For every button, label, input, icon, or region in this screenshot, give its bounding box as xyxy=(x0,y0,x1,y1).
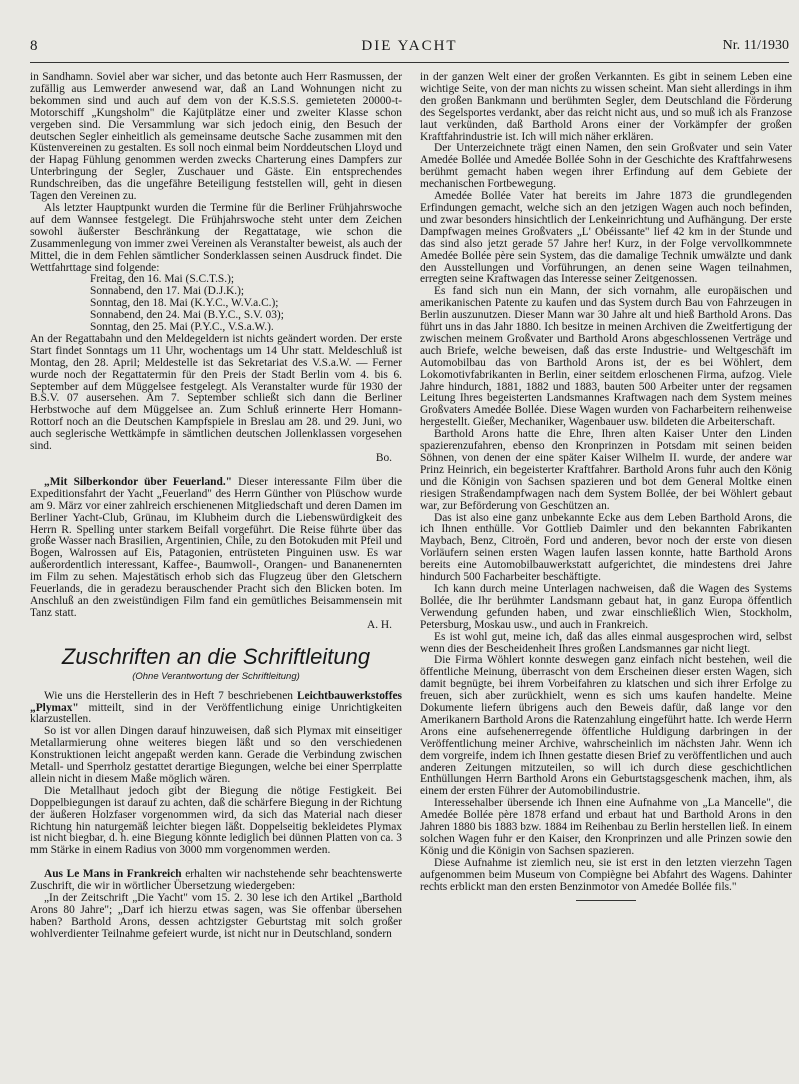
paragraph: Barthold Arons hatte die Ehre, Ihren alten Kaiser Unter den Linden spazierenzufahren, ebenso den Kronprinzen in Potsdam mit seinen beiden Söhnen, von denen der eine später Kaiser Wilhelm II. wurde, der andere war Prinz Heinrich, ein begeisterter Kraftfahrer. Barthold Arons fuhr auch den König und die Königin von Sachsen spazieren und bot dem General Moltke einen riesigen Straßendampfwagen nach dem System Bollée, der bei Wöhlert gebaut war, zur Beförderung von Geschützen an. xyxy=(420,428,792,512)
article-text: erhalten wir nachstehende sehr beachtenswerte Zuschrift, die wir in wörtlicher Übersetzung wiedergeben: xyxy=(30,868,403,893)
paragraph: An der Regattabahn und den Meldegeldern ist nichts geändert worden. Der erste Start findet Sonntags um 11 Uhr, wochentags um 14 Uhr statt. Meldeschluß ist Montag, den 28. April; Meldestelle ist das Sekretariat des V.S.a.W. — Ferner wurde noch der Regattatermin für den Preis der Stadt Berlin vom 4. bis 6. September auf dem Müggelsee festgelegt. Als Veranstalter wurde für 1930 der B.S.V. 07 ausersehen. Am 7. September schließt sich dann die Berliner Herbstwoche auf dem Müggelsee an. Zum Schluß erinnerte Herr Homann-Rottorf noch an die Deutschen Kampfspiele in Breslau am 28. und 29. Juni, wo auch seglerische Wettkämpfe in sämtlichen deutschen Jollenklassen vorgesehen sind. xyxy=(30,332,402,453)
paragraph: Das ist also eine ganz unbekannte Ecke aus dem Leben Barthold Arons, die ich Ihnen enthülle. Vor Gottlieb Daimler und den bekannten Fabrikanten Maybach, Benz, Citroën, Ford und anderen, bevor noch der erste von diesen Vorläufern seinen ersten Wagen laufen lassen konnte, hatte Barthold Arons bereits eine Automobilbauwerkstatt aufgerichtet, die mindestens drei Jahre hindurch 500 Facharbeiter beschäftigte. xyxy=(420,511,792,584)
paragraph: Die Firma Wöhlert konnte deswegen ganz einfach nicht bestehen, weil die öffentliche Meinung, überrascht von dem Erscheinen dieser ersten Wagen, sich damit begnügte, bei ihrem Vorbeifahren zu klatschen und sich ihrer Erfolge zu freuen, sich aber zurückhielt, wenn es sich ums kaufen handelte. Meine Dokumente liefern übrigens auch den Beweis dafür, daß lange vor den Amerikanern Barthold Arons die Ratenzahlung eingeführt hatte. Ich werde Herrn Arons eine aufsehenerregende öffentliche Huldigung darbringen in der Veröffentlichung meiner Archive, wahrscheinlich im nächsten Jahr. Wenn ich dem vorgreife, indem ich Ihnen gestatte diesen Brief zu veröffentlichen und auch anderen Zeitungen mitzuteilen, so will ich durch diese geschichtlichen Enthüllungen Herrn Barthold Arons ein Geburtstagsgeschenk machen, ihm, als einem der ersten Führer der Automobilindustrie. xyxy=(420,654,792,798)
schedule-item: Sonnabend, den 24. Mai (B.Y.C., S.V. 03); xyxy=(90,309,284,322)
article-lead: Aus Le Mans in Frankreich xyxy=(44,868,182,881)
section-title: Zuschriften an die Schriftleitung xyxy=(61,643,371,669)
text-span: mitteilt, sind in der Veröffentlichung einige Unrichtigkeiten klarzustellen. xyxy=(30,701,402,726)
paragraph: Als letzter Hauptpunkt wurden die Termine für die Berliner Frühjahrswoche auf dem Wannsee festgelegt. Die Frühjahrswoche steht unter dem Zeichen sowohl äußerster Beschränkung der Regattatage, wie schon die Zusammenlegung von immer zwei Vereinen als Veranstalter beweist, als auch der Mittel, die in dem Fehlen sämtlicher Sonderklassen seinen Ausdruck findet. Die Wettfahrttage sind folgende: xyxy=(30,201,402,274)
regatta-schedule xyxy=(90,274,402,334)
schedule-item: Sonnabend, den 17. Mai (D.J.K.); xyxy=(90,285,245,298)
paragraph: Der Unterzeichnete trägt einen Namen, den sein Großvater und sein Vater Amedée Bollée und Amedée Bollée Sohn in der Geschichte des Kraftfahrwesens berühmt gemacht haben wegen ihrer Erfindung auf dem Gebiete der mechanischen Fortbewegung. xyxy=(420,142,792,191)
magazine-title: DIE YACHT xyxy=(361,38,458,54)
paragraph: Die Metallhaut jedoch gibt der Biegung die nötige Festigkeit. Bei Doppelbiegungen ist darauf zu achten, daß die schärfere Biegung in der Richtung der äußeren Holzfaser vorgenommen wird, da sich das Material nach dieser Richtung hin naturgemäß leichter biegen läßt. Doppelseitig bekleidetes Plymax ist nicht biegbar, d. h. eine Biegung könnte lediglich bei dünnen Platten von ca. 3 mm Stärke in einem Radius von 3000 mm vorgenommen werden. xyxy=(30,784,402,857)
paragraph: Es ist wohl gut, meine ich, daß das alles einmal ausgesprochen wird, selbst wenn dies der Bescheidenheit Ihres großen Landsmannes gar nicht liegt. xyxy=(420,630,792,655)
paragraph: in der ganzen Welt einer der großen Verkannten. Es gibt in seinem Leben eine wichtige Seite, von der man nichts zu wissen scheint. Man sieht allerdings in ihm den großen Bankmann und berühmten Segler, dem Deutschland die Förderung des Segelsportes verdankt, aber das reicht nicht aus, und so muß ich als Franzose laut verkünden, daß Barthold Arons einer der Vorkämpfer der großen Kraftfahrindustrie ist. Ich will mich näher erklären. xyxy=(420,71,792,143)
article-lead: Leichtbauwerkstoffes „Plymax" xyxy=(30,689,402,714)
signature: Bo. xyxy=(375,452,392,464)
article-text: Dieser interessante Film über die Expeditionsfahrt der Yacht „Feuerland" des Herrn Günther von Plüschow wurde am 9. März vor einer zahlreich erschienenen Mitgliedschaft und deren Damen im Berliner Yacht-Club, Grünau, im Klubheim durch die Liebenswürdigkeit des Herrn R. Spelling unter starkem Beifall vorgeführt. Die Reise führte über das große Wasser nach Brasilien, Argentinien, Chile, zu den Botokuden mit Pfeil und Bogen, Walrossen auf Eis, Patagonien, entrüsteten Pinguinen usw. Es war außerordentlich interessant, Kaffee-, Baumwoll-, Orangen- und Bananenernten im Film zu sehen. Majestätisch erhob sich das Flugzeug über den Gletschern Feuerlands, die in geradezu berauschender Pracht sich den Blicken boten. Im Anschluß an den zweistündigen Film fand ein gemütliches Beisammensein mit Tanz statt. xyxy=(30,475,402,619)
paragraph: in Sandhamn. Soviel aber war sicher, und das betonte auch Herr Rasmussen, der zufällig aus Lemwerder anwesend war, daß an Land Wohnungen nicht zu bekommen sind und auch auf dem von der K.S.S.S. gemieteten 20000-t-Motorschiff „Kungsholm" die Kajütplätze einer und zweiter Klasse schon vergeben sind. Die Versammlung war sich jedoch einig, den Besuch der deutschen Segler einheitlich als gemeinsame deutsche Sache zusammen mit den Küstenvereinen zu gestalten. Es soll noch einmal beim Norddeutschen Lloyd und der Hapag Fühlung genommen werden zwecks Charterung eines Dampfers zur Unterbringung der Segler, Zuschauer und Gäste. Ein entsprechendes Rundschreiben, das die ungefähre Beteiligung feststellen will, geht in diesen Tagen den Vereinen zu. xyxy=(30,71,402,203)
section-subtitle: (Ohne Verantwortung der Schriftleitung) xyxy=(132,670,300,682)
paragraph: So ist vor allen Dingen darauf hinzuweisen, daß sich Plymax mit einseitiger Metallarmierung ohne weiteres biegen läßt und so den verschiedenen Konstruktionen leicht angepaßt werden kann. Gerade die Verbindung zwischen Metall- und Sperrholz gestattet derartige Biegungen, welche bei einer Sperrplatte allein nicht in diesem Maße möglich wären. xyxy=(30,725,402,785)
schedule-item: Sonntag, den 25. Mai (P.Y.C., V.S.a.W.). xyxy=(90,321,274,334)
paragraph: Interessehalber übersende ich Ihnen eine Aufnahme von „La Mancelle", die Amedée Bollée père 1878 erfand und erbaut hat und Barthold Arons in den Jahren 1880 bis 1883 bzw. 1884 im Reihenbau zu Berlin herstellen ließ. In einem solchen Wagen fuhr er den Kaiser, den Kronprinzen und alle Prinzen sowie den König und die Königin von Sachsen spazieren. xyxy=(420,797,792,857)
schedule-item: Freitag, den 16. Mai (S.C.T.S.); xyxy=(90,273,235,286)
page-header xyxy=(30,38,789,56)
right-column xyxy=(420,72,792,901)
page-number: 8 xyxy=(30,38,38,54)
paragraph xyxy=(30,869,402,893)
paragraph: Ich kann durch meine Unterlagen nachweisen, daß die Wagen des Systems Bollée, die Ihr berühmter Landsmann gebaut hat, in ganz Europa öffentlich Verwendung gefunden haben, und zwar einschließlich Wien, Stockholm, Petersburg, Moskau usw., und auch in Frankreich. xyxy=(420,582,792,631)
paragraph: Es fand sich nun ein Mann, der sich vornahm, alle europäischen und amerikanischen Patente zu kaufen und das System durch Bau von Fahrzeugen in Berlin auszunutzen. Dieser Mann war 30 Jahre alt und hieß Barthold Arons. Das führt uns in das Jahr 1880. Ich besitze in meinen Archiven die Zweitfertigung der zwischen meinem Großvater und Barthold Arons abgeschlossenen Verträge und auch Briefe, welche beweisen, daß das erste Industrie- und Weltgeschäft im Automobilbau das von Barthold Arons ist, der es bei Wöhlert, dem Lokomotivfabrikanten in Berlin, einer seitdem erloschenen Firma, aufzog. Viele Jahre hindurch, 1881, 1882 und 1883, bauten 500 Arbeiter unter der regsamen Leitung Ihres begeisterten Landsmannes Kraftwagen nach dem System meines Großvaters Amedée Bollée. Diese Wagen wurden von Facharbeitern reihenweise hergestellt. Gießer, Mechaniker, Wagenbauer usw. bildeten die Arbeiterschaft. xyxy=(420,285,792,429)
schedule-item: Sonntag, den 18. Mai (K.Y.C., W.V.a.C.); xyxy=(90,297,279,310)
header-rule xyxy=(30,62,789,63)
signature: A. H. xyxy=(367,618,392,631)
issue-number: Nr. 11/1930 xyxy=(722,38,789,53)
end-rule xyxy=(576,900,636,901)
paragraph: Amedée Bollée Vater hat bereits im Jahre 1873 die grundlegenden Erfindungen gemacht, welche sich an den jetzigen Wagen auch noch befinden, und zwar besonders hinsichtlich der Lenkeinrichtung und Aufhängung. Der erste Dampfwagen meines Großvaters „L' Obéissante" lief 42 km in der Stunde und das sind also jetzt gerade 57 Jahre her! Kurz, in der Folge vervollkommnete Amedée Bollée père sein System, das die damalige Technik umwälzte und dank den Ausstellungen und Vorführungen, an denen seine Wagen teilnahmen, erregten seine Kraftwagen das Interesse seiner Zeitgenossen. xyxy=(420,190,792,286)
paragraph xyxy=(30,477,402,620)
article-lead: „Mit Silberkondor über Feuerland." xyxy=(44,475,232,488)
paragraph: Diese Aufnahme ist ziemlich neu, sie ist erst in den letzten vierzehn Tagen aufgenommen beim Museum von Compiègne bei Abfahrt des Wagens. Dahinter rechts erblickt man den ersten Benzinmotor von Amedée Bollée fils." xyxy=(420,856,792,893)
paragraph xyxy=(30,691,402,727)
paragraph: „In der Zeitschrift „Die Yacht" vom 15. 2. 30 lese ich den Artikel „Barthold Arons 80 Jahre"; „Darf ich hierzu etwas sagen, was Sie offenbar übersehen haben? Barthold Arons, dessen achtzigster Geburtstag mit solch großer wohlverdienter Teilnahme gefeiert wurde, ist nicht nur in Deutschland, sondern xyxy=(30,892,402,940)
text-span: Wie uns die Herstellerin des in Heft 7 beschriebenen xyxy=(44,689,297,702)
left-column xyxy=(30,72,402,941)
